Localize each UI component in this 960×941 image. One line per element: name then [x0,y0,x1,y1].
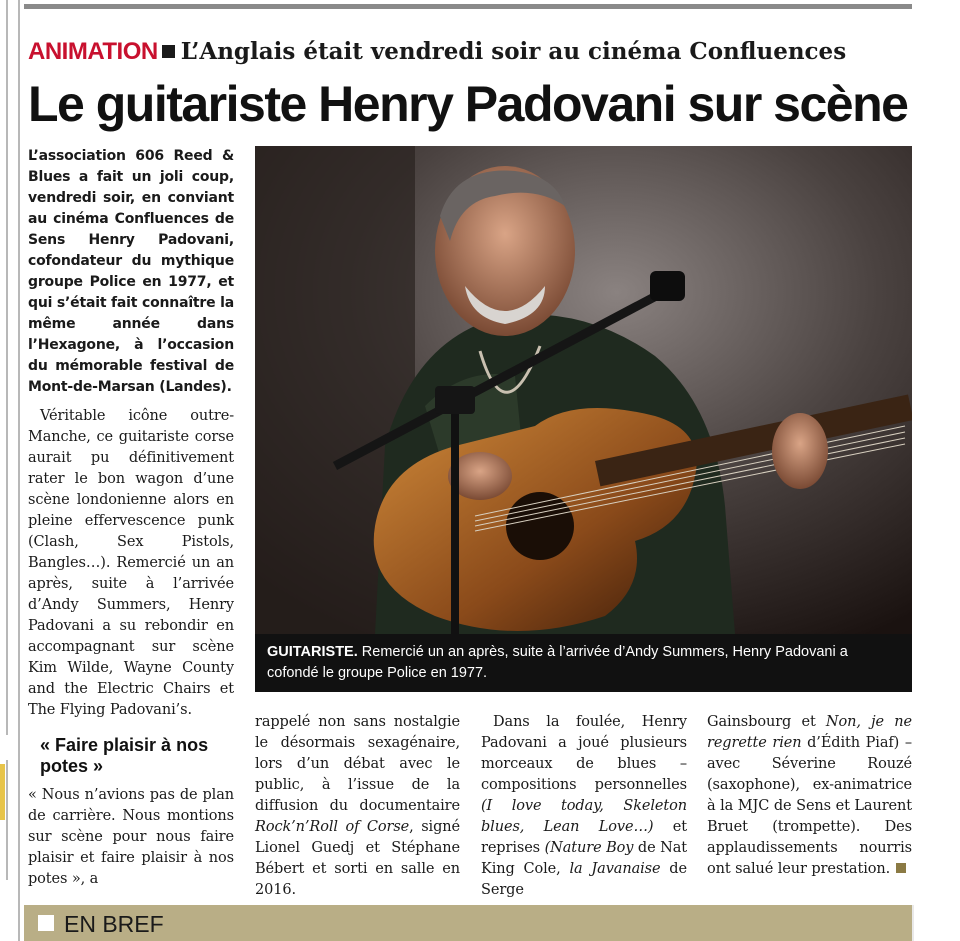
song-title: Non, je ne regrette rien [707,714,912,751]
kicker-subtitle: L’Anglais était vendredi soir au cinéma Confluences [180,38,847,65]
text-span: et reprises [481,819,687,856]
body-paragraph [255,712,460,901]
end-of-article-icon [896,863,906,873]
section-label: ANIMATION [28,38,158,65]
film-title: Rock’n’Roll of Corse [255,819,410,835]
body-paragraph: Véritable icône outre-Manche, ce guitariste corse aurait pu définitivement rater le bon wagon d’une scène londonienne alors en pleine effervescence punk (Clash, Sex Pistols, Bangles…). Remercié un an après, suite à l’arrivée d’Andy Summers, Henry Padovani a su rebondir en accompagnant sur scène Kim Wilde, Wayne County and the Electric Chairs et The Flying Padovani’s. [28,408,234,718]
bref-square-icon [38,915,54,931]
caption-label: GUITARISTE. [267,644,358,660]
body-paragraph [481,712,687,901]
song-title: la Javanaise [569,861,661,877]
text-span: de Serge [481,861,687,898]
left-column-rule-inner [18,0,20,941]
concert-photo [255,146,912,634]
photo-caption [255,634,912,692]
body-paragraph [707,712,912,880]
caption-text: Remercié un an après, suite à l’arrivée d’Andy Summers, Henry Padovani a cofondé le groupe Police en 1977. [267,644,848,681]
subheading: « Faire plaisir à nos potes » [40,735,209,776]
text-column-1 [28,146,234,890]
text-span: Gainsbourg et [707,714,826,730]
left-column-rule [6,0,8,735]
text-column-4 [707,712,912,880]
adjacent-article-marker [0,764,5,820]
article-kicker [28,38,846,66]
song-title: (Nature Boy [544,840,634,856]
headline: Le guitariste Henry Padovani sur scène [28,76,908,132]
bref-title: EN BREF [64,911,164,937]
song-titles: (I love today, Skeleton blues, Lean Love…) [481,798,687,835]
text-span: Dans la foulée, Henry Padovani a joué plusieurs morceaux de blues – compositions personnelles [481,714,687,793]
left-column-rule-lower [6,760,8,880]
lead-paragraph: L’association 606 Reed & Blues a fait un joli coup, vendredi soir, en conviant au cinéma Confluences de Sens Henry Padovani, cofondateur du mythique groupe Police en 1977, et qui s’était fait connaître la même année dans l’Hexagone, à l’occasion du mémorable festival de Mont-de-Marsan (Landes). [28,148,234,395]
text-column-3 [481,712,687,901]
text-column-2 [255,712,460,901]
en-bref-banner [24,905,912,941]
right-edge-rule [912,905,914,941]
text-span: de Nat King Cole, [481,840,687,877]
body-paragraph: « Nous n’avions pas de plan de carrière. Nous montions sur scène pour nous faire plaisir et faire plaisir à nos potes », a [28,787,234,887]
kicker-square-icon [162,45,175,58]
text-span: d’Édith Piaf) – avec Séverine Rouzé (saxophone), ex-animatrice à la MJC de Sens et Laurent Bruet (trompette). Des applaudissements nourris ont salué leur prestation. [707,735,912,877]
top-rule [24,4,912,9]
text-span: rappelé non sans nostalgie le désormais sexagénaire, lors d’un débat avec le public, à l’issue de la diffusion du documentaire [255,714,460,814]
text-span: , signé Lionel Guedj et Stéphane Bébert et sorti en salle en 2016. [255,819,460,898]
guitarist-illustration [255,146,912,634]
